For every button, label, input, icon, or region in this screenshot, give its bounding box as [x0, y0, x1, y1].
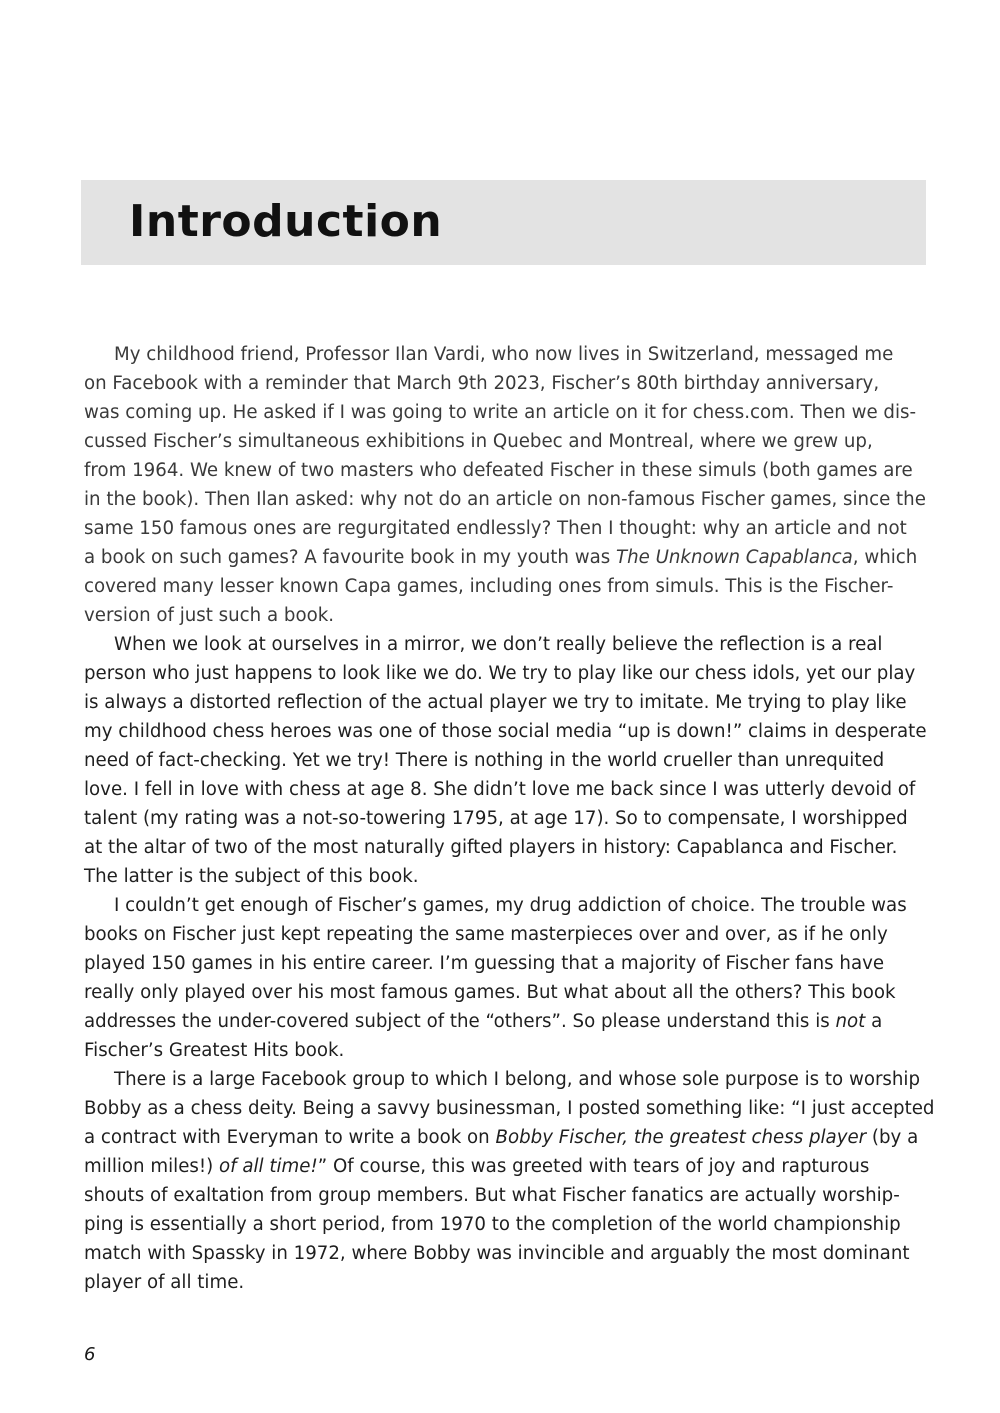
- text-line: [84, 1065, 924, 1094]
- text-line: [84, 1007, 924, 1036]
- text-run: When we look at ourselves in a mirror, we don’t really believe the reflection is a real: [114, 634, 883, 655]
- text-line: [84, 1239, 924, 1268]
- text-run: player of all time.: [84, 1272, 245, 1293]
- text-line: [84, 1036, 924, 1065]
- text-run: match with Spassky in 1972, where Bobby was invincible and arguably the most dominant: [84, 1243, 910, 1264]
- text-run: my childhood chess heroes was one of those social media “up is down!” claims in desperate: [84, 721, 927, 742]
- text-line: [84, 1181, 924, 1210]
- body-paragraph: [84, 340, 924, 630]
- text-line: [84, 1152, 924, 1181]
- text-run: talent (my rating was a not-so-towering 1795, at age 17). So to compensate, I worshipped: [84, 808, 908, 829]
- text-line: [84, 746, 924, 775]
- text-run: cussed Fischer’s simultaneous exhibitions in Quebec and Montreal, where we grew up,: [84, 431, 873, 452]
- text-run: is always a distorted reflection of the actual player we try to imitate. Me trying to play like: [84, 692, 907, 713]
- text-line: [84, 862, 924, 891]
- italic-text-run: of all time!: [219, 1156, 318, 1177]
- text-run: ping is essentially a short period, from 1970 to the completion of the world championship: [84, 1214, 901, 1235]
- text-run: from 1964. We knew of two masters who defeated Fischer in these simuls (both games are: [84, 460, 913, 481]
- text-run: addresses the under-covered subject of the “others”. So please understand this is: [84, 1011, 836, 1032]
- text-line: [84, 601, 924, 630]
- text-run: a: [865, 1011, 883, 1032]
- italic-text-run: Bobby Fischer, the greatest chess player: [495, 1127, 867, 1148]
- text-line: [84, 717, 927, 746]
- text-line: [84, 1094, 935, 1123]
- text-line: [84, 978, 924, 1007]
- body-text: [84, 340, 935, 1297]
- text-line: [84, 543, 924, 572]
- text-line: [84, 369, 924, 398]
- text-run: (by a: [866, 1127, 919, 1148]
- text-run: love. I fell in love with chess at age 8. She didn’t love me back since I was utterly devoid of: [84, 779, 916, 800]
- text-run: in the book). Then Ilan asked: why not do an article on non-famous Fischer games, since the: [84, 489, 926, 510]
- text-run: , which: [852, 547, 918, 568]
- body-paragraph: [84, 1065, 935, 1297]
- text-run: a book on such games? A favourite book in my youth was: [84, 547, 616, 568]
- text-run: person who just happens to look like we do. We try to play like our chess idols, yet our play: [84, 663, 916, 684]
- text-line: [84, 1268, 924, 1297]
- text-run: covered many lesser known Capa games, including ones from simuls. This is the Fischer-: [84, 576, 894, 597]
- text-line: [84, 659, 924, 688]
- text-run: I couldn’t get enough of Fischer’s games, my drug addiction of choice. The trouble was: [114, 895, 907, 916]
- text-line: [84, 572, 924, 601]
- text-line: [84, 833, 924, 862]
- italic-text-run: The Unknown Capablanca: [615, 547, 853, 568]
- text-line: [84, 949, 924, 978]
- text-run: ” Of course, this was greeted with tears of joy and rapturous: [317, 1156, 870, 1177]
- page-number: 6: [84, 1344, 96, 1365]
- text-line: [84, 804, 924, 833]
- body-paragraph: [84, 630, 927, 891]
- text-run: version of just such a book.: [84, 605, 335, 626]
- text-run: need of fact-checking. Yet we try! There is nothing in the world crueller than unrequited: [84, 750, 885, 771]
- text-line: [84, 340, 924, 369]
- italic-text-run: not: [835, 1011, 866, 1032]
- text-run: My childhood friend, Professor Ilan Vardi, who now lives in Switzerland, messaged me: [114, 344, 894, 365]
- text-run: played 150 games in his entire career. I’m guessing that a majority of Fischer fans have: [84, 953, 885, 974]
- chapter-title-band: [81, 180, 926, 265]
- text-line: [84, 485, 924, 514]
- text-run: million miles!): [84, 1156, 220, 1177]
- text-line: [84, 775, 924, 804]
- text-line: [84, 920, 924, 949]
- text-line: [84, 1123, 924, 1152]
- text-line: [84, 688, 924, 717]
- text-run: shouts of exaltation from group members. But what Fischer fanatics are actually worship-: [84, 1185, 900, 1206]
- text-line: [84, 456, 924, 485]
- text-run: There is a large Facebook group to which I belong, and whose sole purpose is to worship: [114, 1069, 921, 1090]
- text-line: [84, 398, 924, 427]
- body-paragraph: [84, 891, 924, 1065]
- text-run: Fischer’s Greatest Hits book.: [84, 1040, 345, 1061]
- text-line: [84, 514, 924, 543]
- text-run: was coming up. He asked if I was going to write an article on it for chess.com. Then we dis-: [84, 402, 917, 423]
- text-line: [84, 427, 924, 456]
- text-run: same 150 famous ones are regurgitated endlessly? Then I thought: why an article and not: [84, 518, 907, 539]
- text-run: Bobby as a chess deity. Being a savvy businessman, I posted something like: “I just accepted: [84, 1098, 935, 1119]
- text-run: really only played over his most famous games. But what about all the others? This book: [84, 982, 896, 1003]
- text-run: a contract with Everyman to write a book on: [84, 1127, 496, 1148]
- text-line: [84, 891, 924, 920]
- text-run: books on Fischer just kept repeating the same masterpieces over and over, as if he only: [84, 924, 888, 945]
- text-run: on Facebook with a reminder that March 9th 2023, Fischer’s 80th birthday anniversary,: [84, 373, 880, 394]
- text-run: The latter is the subject of this book.: [84, 866, 419, 887]
- text-run: at the altar of two of the most naturally gifted players in history: Capablanca and Fischer.: [84, 837, 898, 858]
- text-line: [84, 630, 924, 659]
- chapter-title: Introduction: [129, 196, 443, 247]
- text-line: [84, 1210, 924, 1239]
